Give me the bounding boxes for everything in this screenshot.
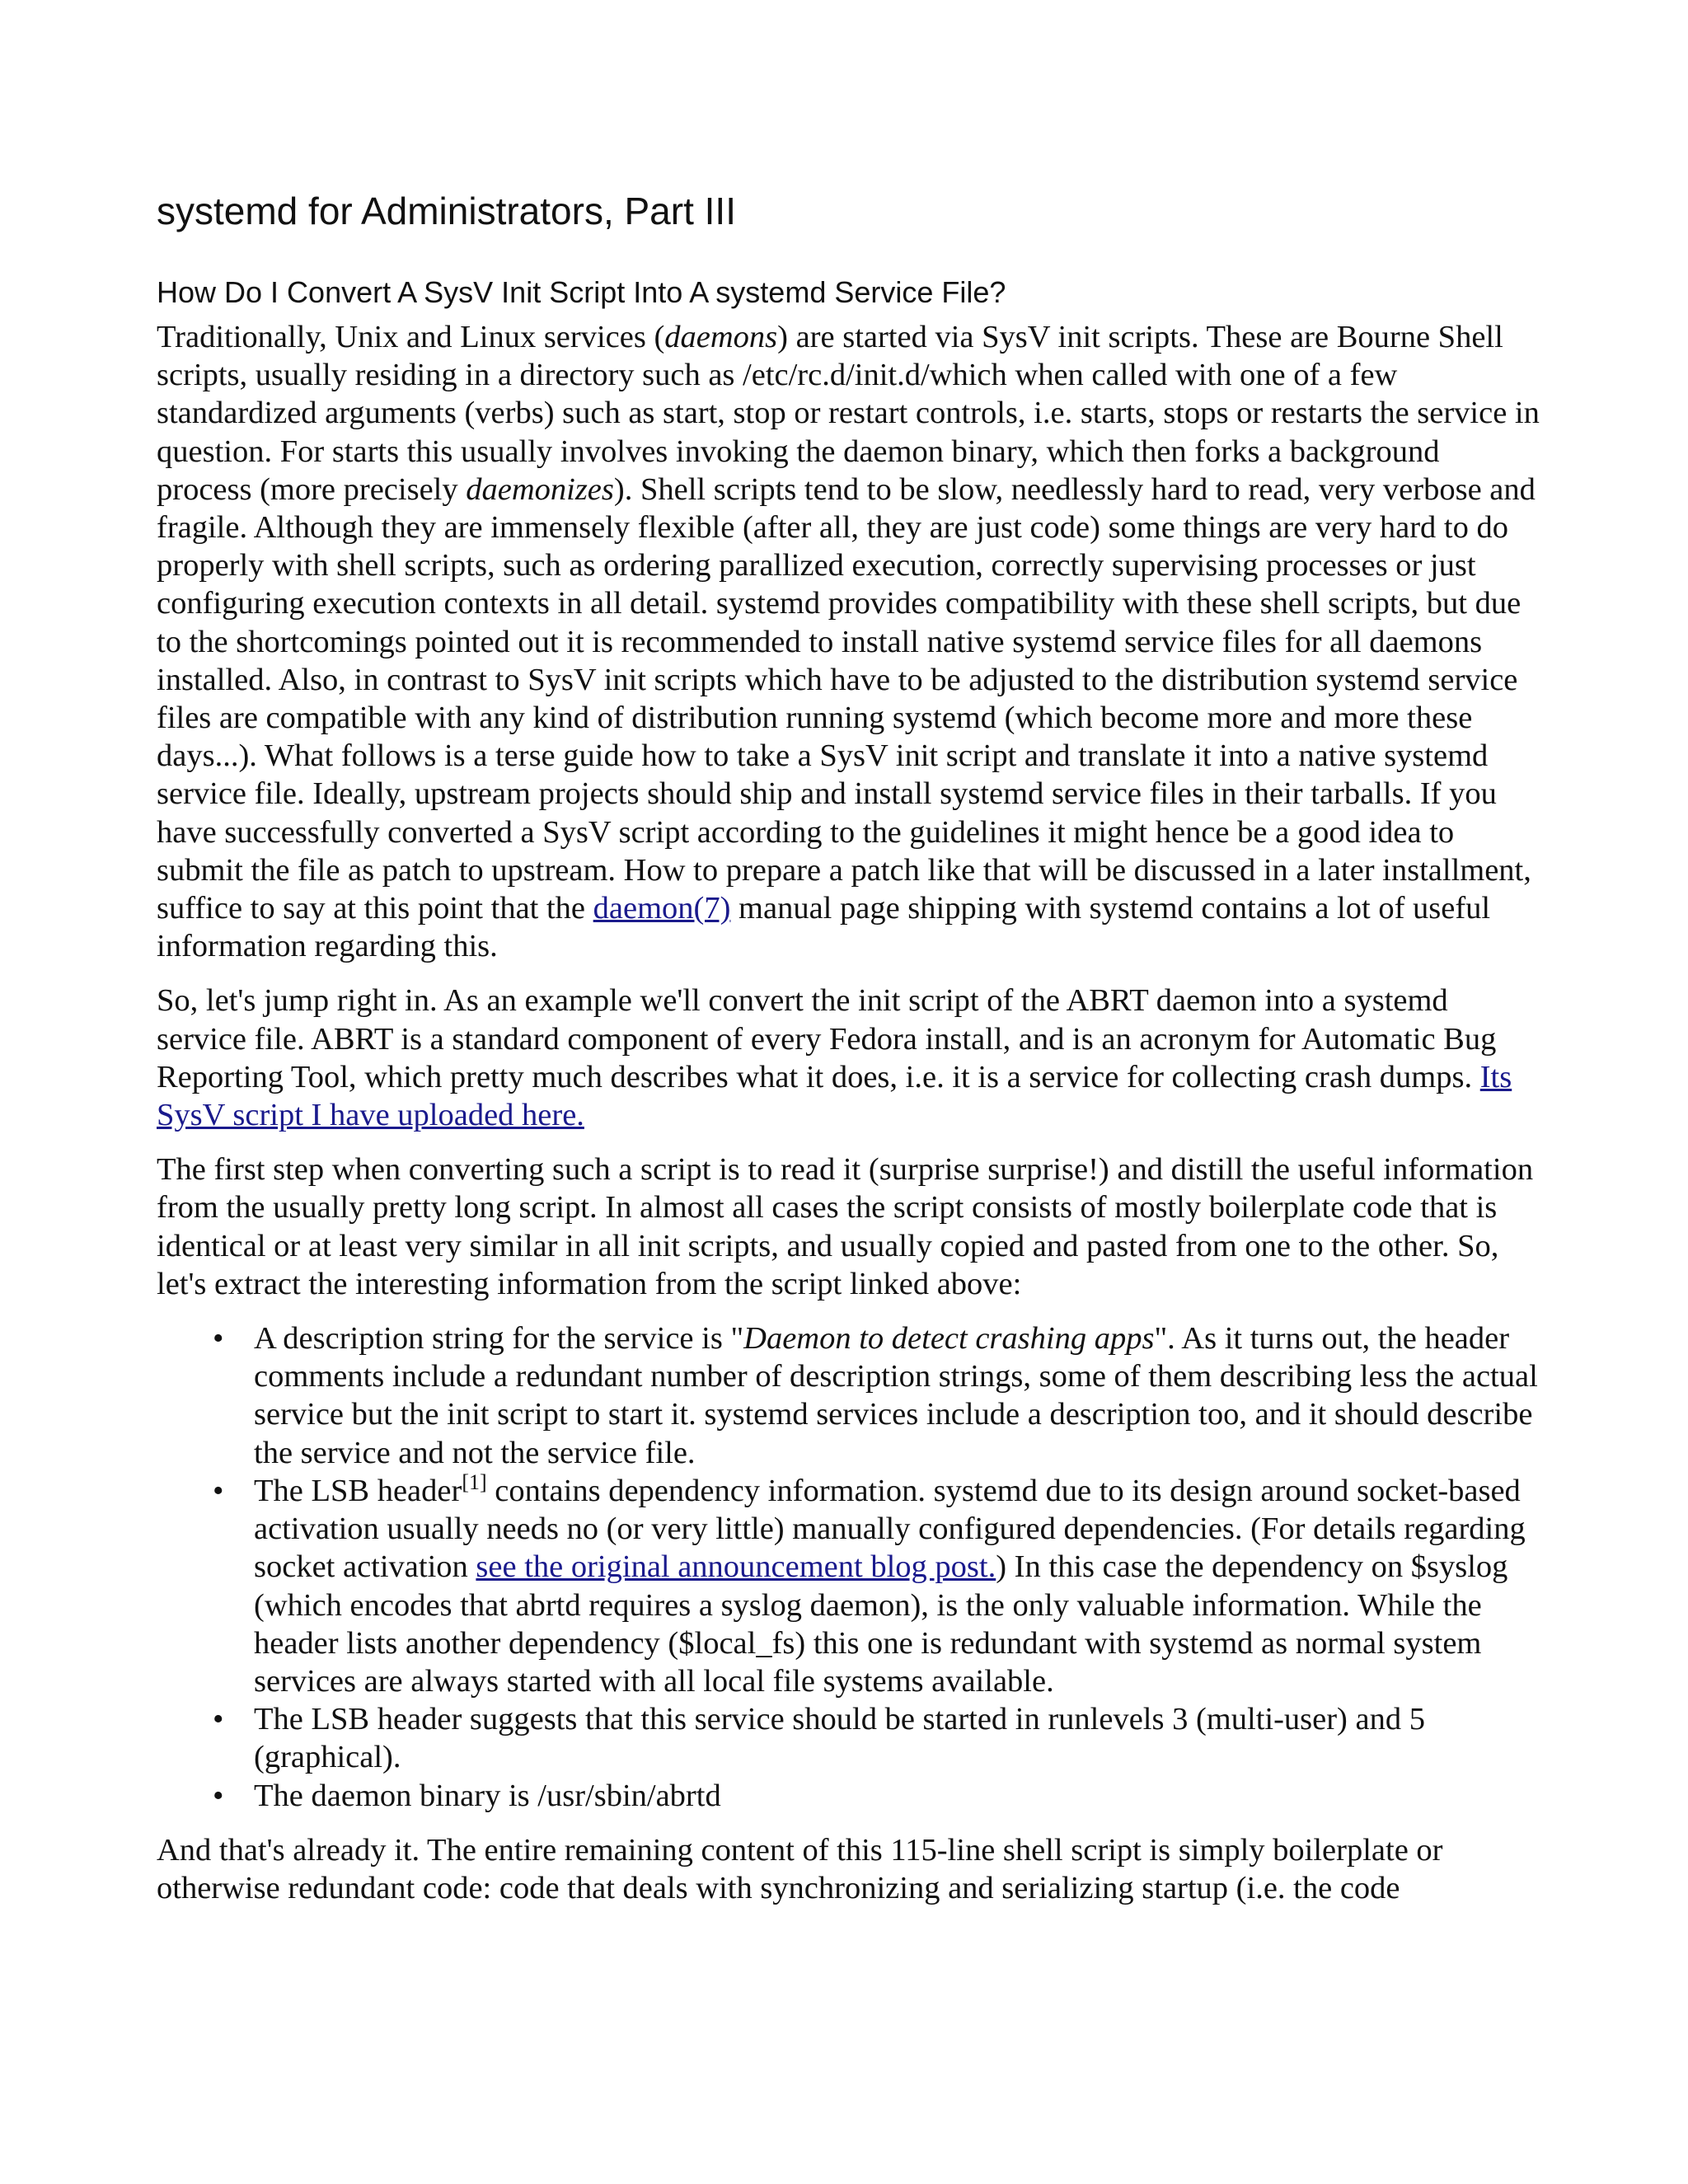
list-item-daemon-binary bbox=[213, 1777, 1541, 1815]
lsb-text-1: The LSB header bbox=[254, 1473, 462, 1508]
description-text-1: A description string for the service is " bbox=[254, 1321, 744, 1357]
lsb-text-2: contains dependency information. systemd due to its design around socket-based activation usually needs no (or very little) manually configured dependencies. (For details regarding socket activation bbox=[254, 1473, 1526, 1585]
lsb-text-3: ) In this case the dependency on $syslog (which encodes that abrtd requires a syslog daemon), is the only valuable information. While the header lists another dependency ($local_fs) this one is redundant with systemd as normal system services are always started with all local file systems available. bbox=[254, 1549, 1508, 1699]
bullet-marker: • bbox=[213, 1473, 224, 1508]
description-string-emphasis: Daemon to detect crashing apps bbox=[743, 1321, 1155, 1357]
description-text-2: ". As it turns out, the header comments include a redundant number of description strings, some of them describing less the actual service but the init script to start it. systemd services include a description too, and it should describe the service and not the service file. bbox=[254, 1321, 1538, 1470]
document-title: systemd for Administrators, Part III bbox=[157, 190, 736, 232]
list-item-lsb-dependency bbox=[213, 1469, 1541, 1700]
document-page bbox=[157, 188, 1541, 1924]
intro-text-4: manual page shipping with systemd contains a lot of useful information regarding this. bbox=[157, 891, 1491, 964]
bullet-marker: • bbox=[213, 1321, 224, 1357]
bullet-marker: • bbox=[213, 1778, 224, 1813]
extracted-info-list bbox=[157, 1319, 1541, 1815]
intro-text-1: Traditionally, Unix and Linux services ( bbox=[157, 320, 665, 354]
list-item-description bbox=[213, 1319, 1541, 1472]
first-step-paragraph: The first step when converting such a script is to read it (surprise surprise!) and distill the useful information from the usually pretty long script. In almost all cases the script consists of mostly boilerplate code that is identical or at least very similar in all init scripts, and usually copied and pasted from one to the other. So, let's extract the interesting information from the script linked above: bbox=[157, 1152, 1534, 1301]
abrt-text: So, let's jump right in. As an example we'll convert the init script of the ABRT daemon into a systemd service file. ABRT is a standard component of every Fedora install, and is an acronym for Automatic Bug Reporting Tool, which pretty much describes what it does, i.e. it is a service for collecting crash dumps. bbox=[157, 983, 1497, 1094]
daemonizes-emphasis: daemonizes bbox=[466, 471, 614, 507]
sysv-script-link[interactable]: Its SysV script I have uploaded here. bbox=[157, 1059, 1512, 1133]
footnote-reference: [1] bbox=[462, 1469, 487, 1494]
intro-text-2: ) are started via SysV init scripts. These are Bourne Shell scripts, usually residing in a directory such as /etc/rc.d/init.d/which when called with one of a few standardized arguments (verbs) such as start, stop or restart controls, i.e. starts, stops or restarts the service in question. For starts this usually involves invoking the daemon binary, which then forks a background process (more precisely bbox=[157, 320, 1540, 507]
closing-paragraph: And that's already it. The entire remaining content of this 115-line shell script is simply boilerplate or otherwise redundant code: code that deals with synchronizing and serializing startup (i.e. the code bbox=[157, 1832, 1443, 1905]
daemons-emphasis: daemons bbox=[664, 320, 778, 354]
daemon-binary-text: The daemon binary is /usr/sbin/abrtd bbox=[254, 1778, 721, 1813]
list-item-runlevels bbox=[213, 1700, 1541, 1776]
daemon-manpage-link[interactable]: daemon(7) bbox=[593, 891, 731, 926]
runlevels-text: The LSB header suggests that this service should be started in runlevels 3 (multi-user) and 5 (graphical). bbox=[254, 1702, 1425, 1775]
bullet-marker: • bbox=[213, 1702, 224, 1737]
section-heading: How Do I Convert A SysV Init Script Into A systemd Service File? bbox=[157, 275, 1006, 309]
announcement-blog-post-link[interactable]: see the original announcement blog post. bbox=[476, 1549, 996, 1585]
intro-text-3: ). Shell scripts tend to be slow, needlessly hard to read, very verbose and fragile. Although they are immensely flexible (after all, they are just code) some things are very hard to do properly with shell scripts, such as ordering parallized execution, correctly supervising processes or just configuring execution contexts in all detail. systemd provides compatibility with these shell scripts, but due to the shortcomings pointed out it is recommended to install native systemd service files for all daemons installed. Also, in contrast to SysV init scripts which have to be adjusted to the distribution systemd service files are compatible with any kind of distribution running systemd (which become more and more these days...). What follows is a terse guide how to take a SysV init script and translate it into a native systemd service file. Ideally, upstream projects should ship and install systemd service files in their tarballs. If you have successfully converted a SysV script according to the guidelines it might hence be a good idea to submit the file as patch to upstream. How to prepare a patch like that will be discussed in a later installment, suffice to say at this point that the bbox=[157, 471, 1536, 926]
intro-paragraph bbox=[157, 318, 1541, 965]
abrt-paragraph bbox=[157, 982, 1541, 1134]
